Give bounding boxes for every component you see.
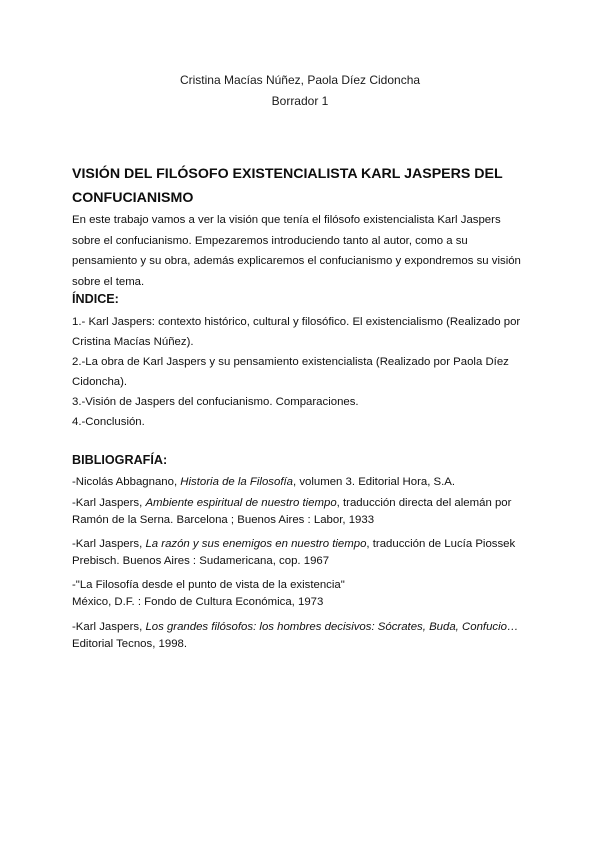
index-heading: ÍNDICE: xyxy=(72,292,119,306)
bibliography-entry xyxy=(72,577,522,610)
bibliography-entry xyxy=(72,536,522,569)
entry-title: La razón y sus enemigos en nuestro tiempo xyxy=(145,538,367,550)
entry-author: -Karl Jaspers, xyxy=(72,538,146,550)
entry-author: -Nicolás Abbagnano, xyxy=(72,476,181,488)
bibliography-entry xyxy=(72,619,522,652)
entry-details: , volumen 3. Editorial Hora, S.A. xyxy=(293,476,456,488)
entry-title: Los grandes filósofos: los hombres decisivos: Sócrates, Buda, Confucio… xyxy=(145,621,519,633)
index-item: 4.-Conclusión. xyxy=(72,416,145,428)
bibliography-entry xyxy=(72,474,522,491)
entry-details: Editorial Tecnos, 1998. xyxy=(72,637,188,650)
entry-title: Historia de la Filosofía xyxy=(180,476,293,488)
bibliography-entry xyxy=(72,495,522,528)
authors-line: Cristina Macías Núñez, Paola Díez Cidoncha xyxy=(179,73,421,87)
entry-title-quoted: -"La Filosofía desde el punto de vista de la existencia" xyxy=(72,579,345,591)
index-item: 1.- Karl Jaspers: contexto histórico, cultural y filosófico. El existencialismo (Realizado por Cristina Macías Núñez). xyxy=(72,316,521,348)
index-list xyxy=(72,312,522,432)
draft-label: Borrador 1 xyxy=(271,94,329,108)
entry-details: , traducción de Lucía Piossek Prebisch. Buenos Aires : Sudamericana, cop. 1967 xyxy=(72,538,516,567)
entry-author: -Karl Jaspers, xyxy=(72,621,146,633)
intro-paragraph: En este trabajo vamos a ver la visión que tenía el filósofo existencialista Karl Jaspers sobre el confucianismo. Empezaremos introduciendo tanto al autor, como a su pensamiento y su obra, además explicaremos el confucianismo y expondremos su visión sobre el tema. xyxy=(72,214,521,288)
entry-details: , traducción directa del alemán por Ramón de la Serna. Barcelona ; Buenos Aires : Labor, 1933 xyxy=(72,497,512,526)
index-item: 3.-Visión de Jaspers del confucianismo. Comparaciones. xyxy=(72,396,359,408)
document-title: VISIÓN DEL FILÓSOFO EXISTENCIALISTA KARL JASPERS DEL CONFUCIANISMO xyxy=(72,166,503,206)
bibliography-heading: BIBLIOGRAFÍA: xyxy=(72,453,168,467)
entry-title: Ambiente espiritual de nuestro tiempo xyxy=(145,497,337,509)
index-item: 2.-La obra de Karl Jaspers y su pensamiento existencialista (Realizado por Paola Díez Cidoncha). xyxy=(72,356,509,388)
entry-author: -Karl Jaspers, xyxy=(72,497,146,509)
entry-details: México, D.F. : Fondo de Cultura Económica, 1973 xyxy=(72,595,324,608)
